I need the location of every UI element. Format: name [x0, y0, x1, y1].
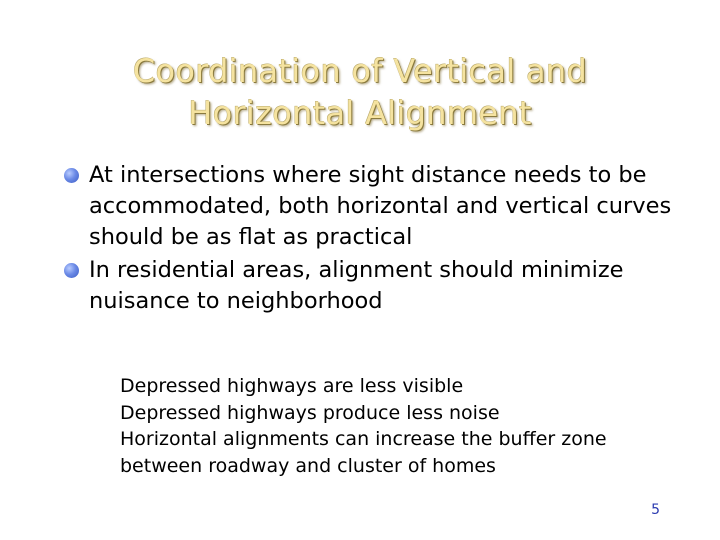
bullet-text: At intersections where sight distance needs to be accommodated, both horizontal and vertical curves should be as flat as practical — [89, 162, 672, 250]
bullet-item — [64, 255, 684, 317]
sub-item: Depressed highways produce less noise — [120, 401, 500, 424]
bullet-item — [64, 160, 684, 253]
bullet-dot-icon — [64, 263, 79, 278]
sub-item: Depressed highways are less visible — [120, 375, 464, 397]
title-line-1: Coordination of Vertical and — [132, 52, 588, 90]
bullet-dot-icon — [64, 168, 79, 183]
title-line-2: Horizontal Alignment — [188, 94, 532, 132]
bullet-text: In residential areas, alignment should minimize nuisance to neighborhood — [89, 257, 624, 314]
slide-title — [60, 50, 660, 134]
sub-item: Horizontal alignments can increase the buffer zone between roadway and cluster of homes — [120, 428, 607, 477]
page-number: 5 — [651, 502, 660, 518]
sub-item-list — [120, 373, 660, 479]
bullet-list — [64, 160, 684, 319]
